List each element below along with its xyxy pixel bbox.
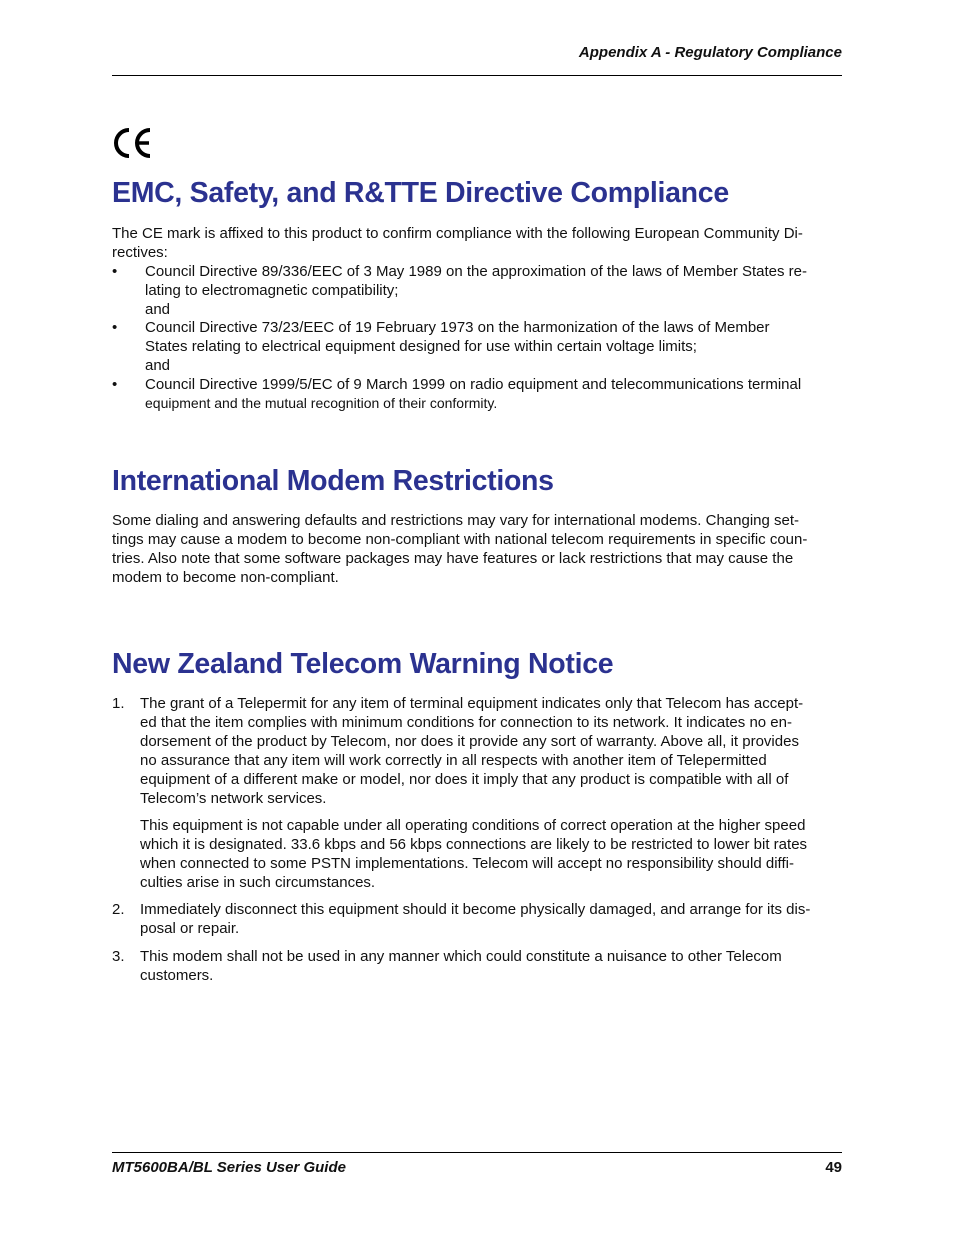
section-heading-nz: New Zealand Telecom Warning Notice — [112, 648, 614, 680]
ce-mark-icon — [110, 126, 154, 160]
page-number: 49 — [825, 1159, 842, 1176]
bullet-icon: • — [112, 263, 118, 280]
section-heading-emc: EMC, Safety, and R&TTE Directive Compliance — [112, 177, 729, 209]
section-heading-intl: International Modem Restrictions — [112, 465, 554, 497]
footer-guide-title: MT5600BA/BL Series User Guide — [112, 1159, 346, 1176]
bullet-icon: • — [112, 376, 118, 393]
page-header — [112, 44, 842, 76]
page-footer — [112, 1152, 842, 1176]
intl-paragraph: Some dialing and answering defaults and restrictions may vary for international modems. Changing set- tings may cause a modem to become non-compliant with national telecom requirements in specific coun- tries. Also note that some software packages may have features or lack restrictions that may cause the modem to become non-compliant. — [112, 512, 808, 586]
emc-intro: The CE mark is affixed to this product to confirm compliance with the following European Community Di- rectives: — [112, 225, 803, 261]
bullet-icon: • — [112, 319, 118, 336]
header-title: Appendix A - Regulatory Compliance — [578, 44, 842, 61]
